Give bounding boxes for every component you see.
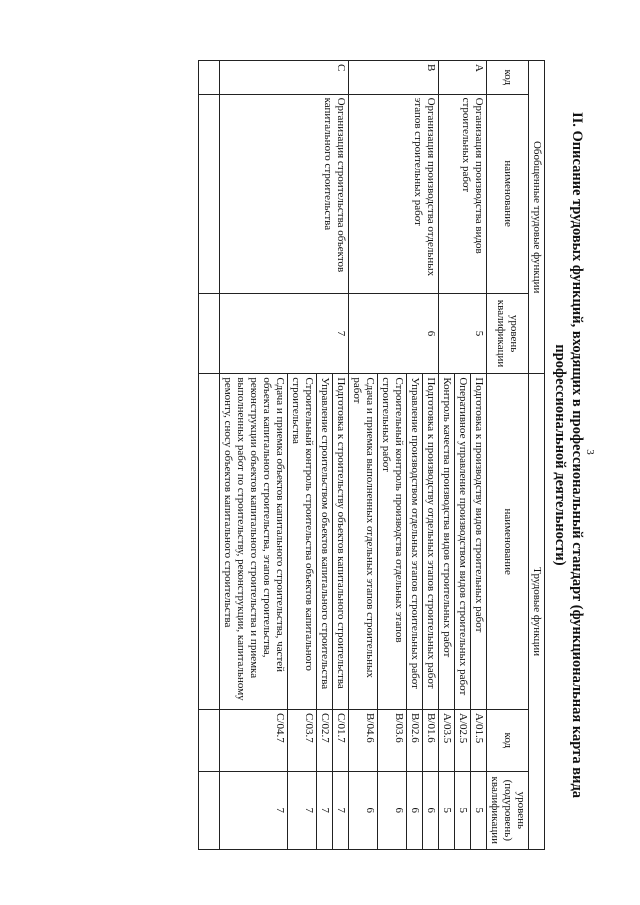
group-level: 7 bbox=[220, 293, 349, 374]
function-code: A/01.5 bbox=[471, 710, 487, 772]
function-level: 7 bbox=[220, 771, 288, 849]
group-code: B bbox=[349, 61, 439, 95]
rotated-sheet bbox=[40, 60, 585, 850]
table-body bbox=[199, 61, 487, 850]
function-level: 6 bbox=[407, 771, 423, 849]
function-name: Управление производством отдельных этапов строительных работ bbox=[407, 374, 423, 710]
table-row bbox=[333, 61, 349, 850]
table-row bbox=[423, 61, 439, 850]
function-code: B/01.6 bbox=[423, 710, 439, 772]
function-name: Управление строительством объектов капитального строительства bbox=[317, 374, 333, 710]
function-code: C/01.7 bbox=[333, 710, 349, 772]
function-name: Оперативное управление производством видов строительных работ bbox=[455, 374, 471, 710]
function-name: Сдача и приемка выполненных отдельных этапов строительных работ bbox=[349, 374, 378, 710]
function-code: C/04.7 bbox=[220, 710, 288, 772]
function-name: Сдача и приемка объектов капитального строительства, частей объекта капитального строительства, этапов строительства, реконструкции объектов капитального строительства и приемка выполненных работ по строительству, реконструкции, капитальному ремонту, сносу объектов капитального строительства bbox=[220, 374, 288, 710]
functional-map-table bbox=[198, 60, 545, 850]
function-level: 7 bbox=[317, 771, 333, 849]
group-name: Организация строительства объектов капитального строительства bbox=[220, 94, 349, 293]
header-level: уровень квалификации bbox=[487, 293, 529, 374]
group-code: C bbox=[220, 61, 349, 95]
section-title: II. Описание трудовых функций, входящих в профессиональный стандарт (функциональная карта вида профессиональной деятельности) bbox=[552, 111, 585, 799]
function-code: C/03.7 bbox=[288, 710, 317, 772]
page-number: 3 bbox=[584, 449, 596, 455]
group-level: 5 bbox=[439, 293, 487, 374]
header-code2: код bbox=[487, 710, 529, 772]
group-name: Организация производства видов строительных работ bbox=[439, 94, 487, 293]
function-code: C/02.7 bbox=[317, 710, 333, 772]
function-level: 7 bbox=[288, 771, 317, 849]
function-name: Подготовка к производству видов строительных работ bbox=[471, 374, 487, 710]
function-name: Строительный контроль строительства объектов капитального строительства bbox=[288, 374, 317, 710]
table-row bbox=[471, 61, 487, 850]
function-code: A/02.5 bbox=[455, 710, 471, 772]
function-level: 6 bbox=[378, 771, 407, 849]
function-name: Контроль качества производства видов строительных работ bbox=[439, 374, 455, 710]
function-level: 5 bbox=[471, 771, 487, 849]
header-code: код bbox=[487, 61, 529, 95]
header-name: наименование bbox=[487, 94, 529, 293]
function-name: Подготовка к производству отдельных этапов строительных работ bbox=[423, 374, 439, 710]
function-code: A/03.5 bbox=[439, 710, 455, 772]
header-level2: уровень (подуровень) квалификации bbox=[487, 771, 529, 849]
header-generalized: Обобщенные трудовые функции bbox=[529, 61, 545, 374]
function-code: B/02.6 bbox=[407, 710, 423, 772]
group-code: A bbox=[439, 61, 487, 95]
function-level: 6 bbox=[423, 771, 439, 849]
function-name: Подготовка к строительству объектов капитального строительства bbox=[333, 374, 349, 710]
function-level: 7 bbox=[333, 771, 349, 849]
function-level: 5 bbox=[455, 771, 471, 849]
function-code: B/03.6 bbox=[378, 710, 407, 772]
group-level: 6 bbox=[349, 293, 439, 374]
function-name: Строительный контроль производства отдельных этапов строительных работ bbox=[378, 374, 407, 710]
table-row-empty bbox=[199, 61, 220, 850]
header-labor-functions: Трудовые функции bbox=[529, 374, 545, 850]
group-name: Организация производства отдельных этапов строительных работ bbox=[349, 94, 439, 293]
function-level: 5 bbox=[439, 771, 455, 849]
function-level: 6 bbox=[349, 771, 378, 849]
header-name2: наименование bbox=[487, 374, 529, 710]
function-code: B/04.6 bbox=[349, 710, 378, 772]
